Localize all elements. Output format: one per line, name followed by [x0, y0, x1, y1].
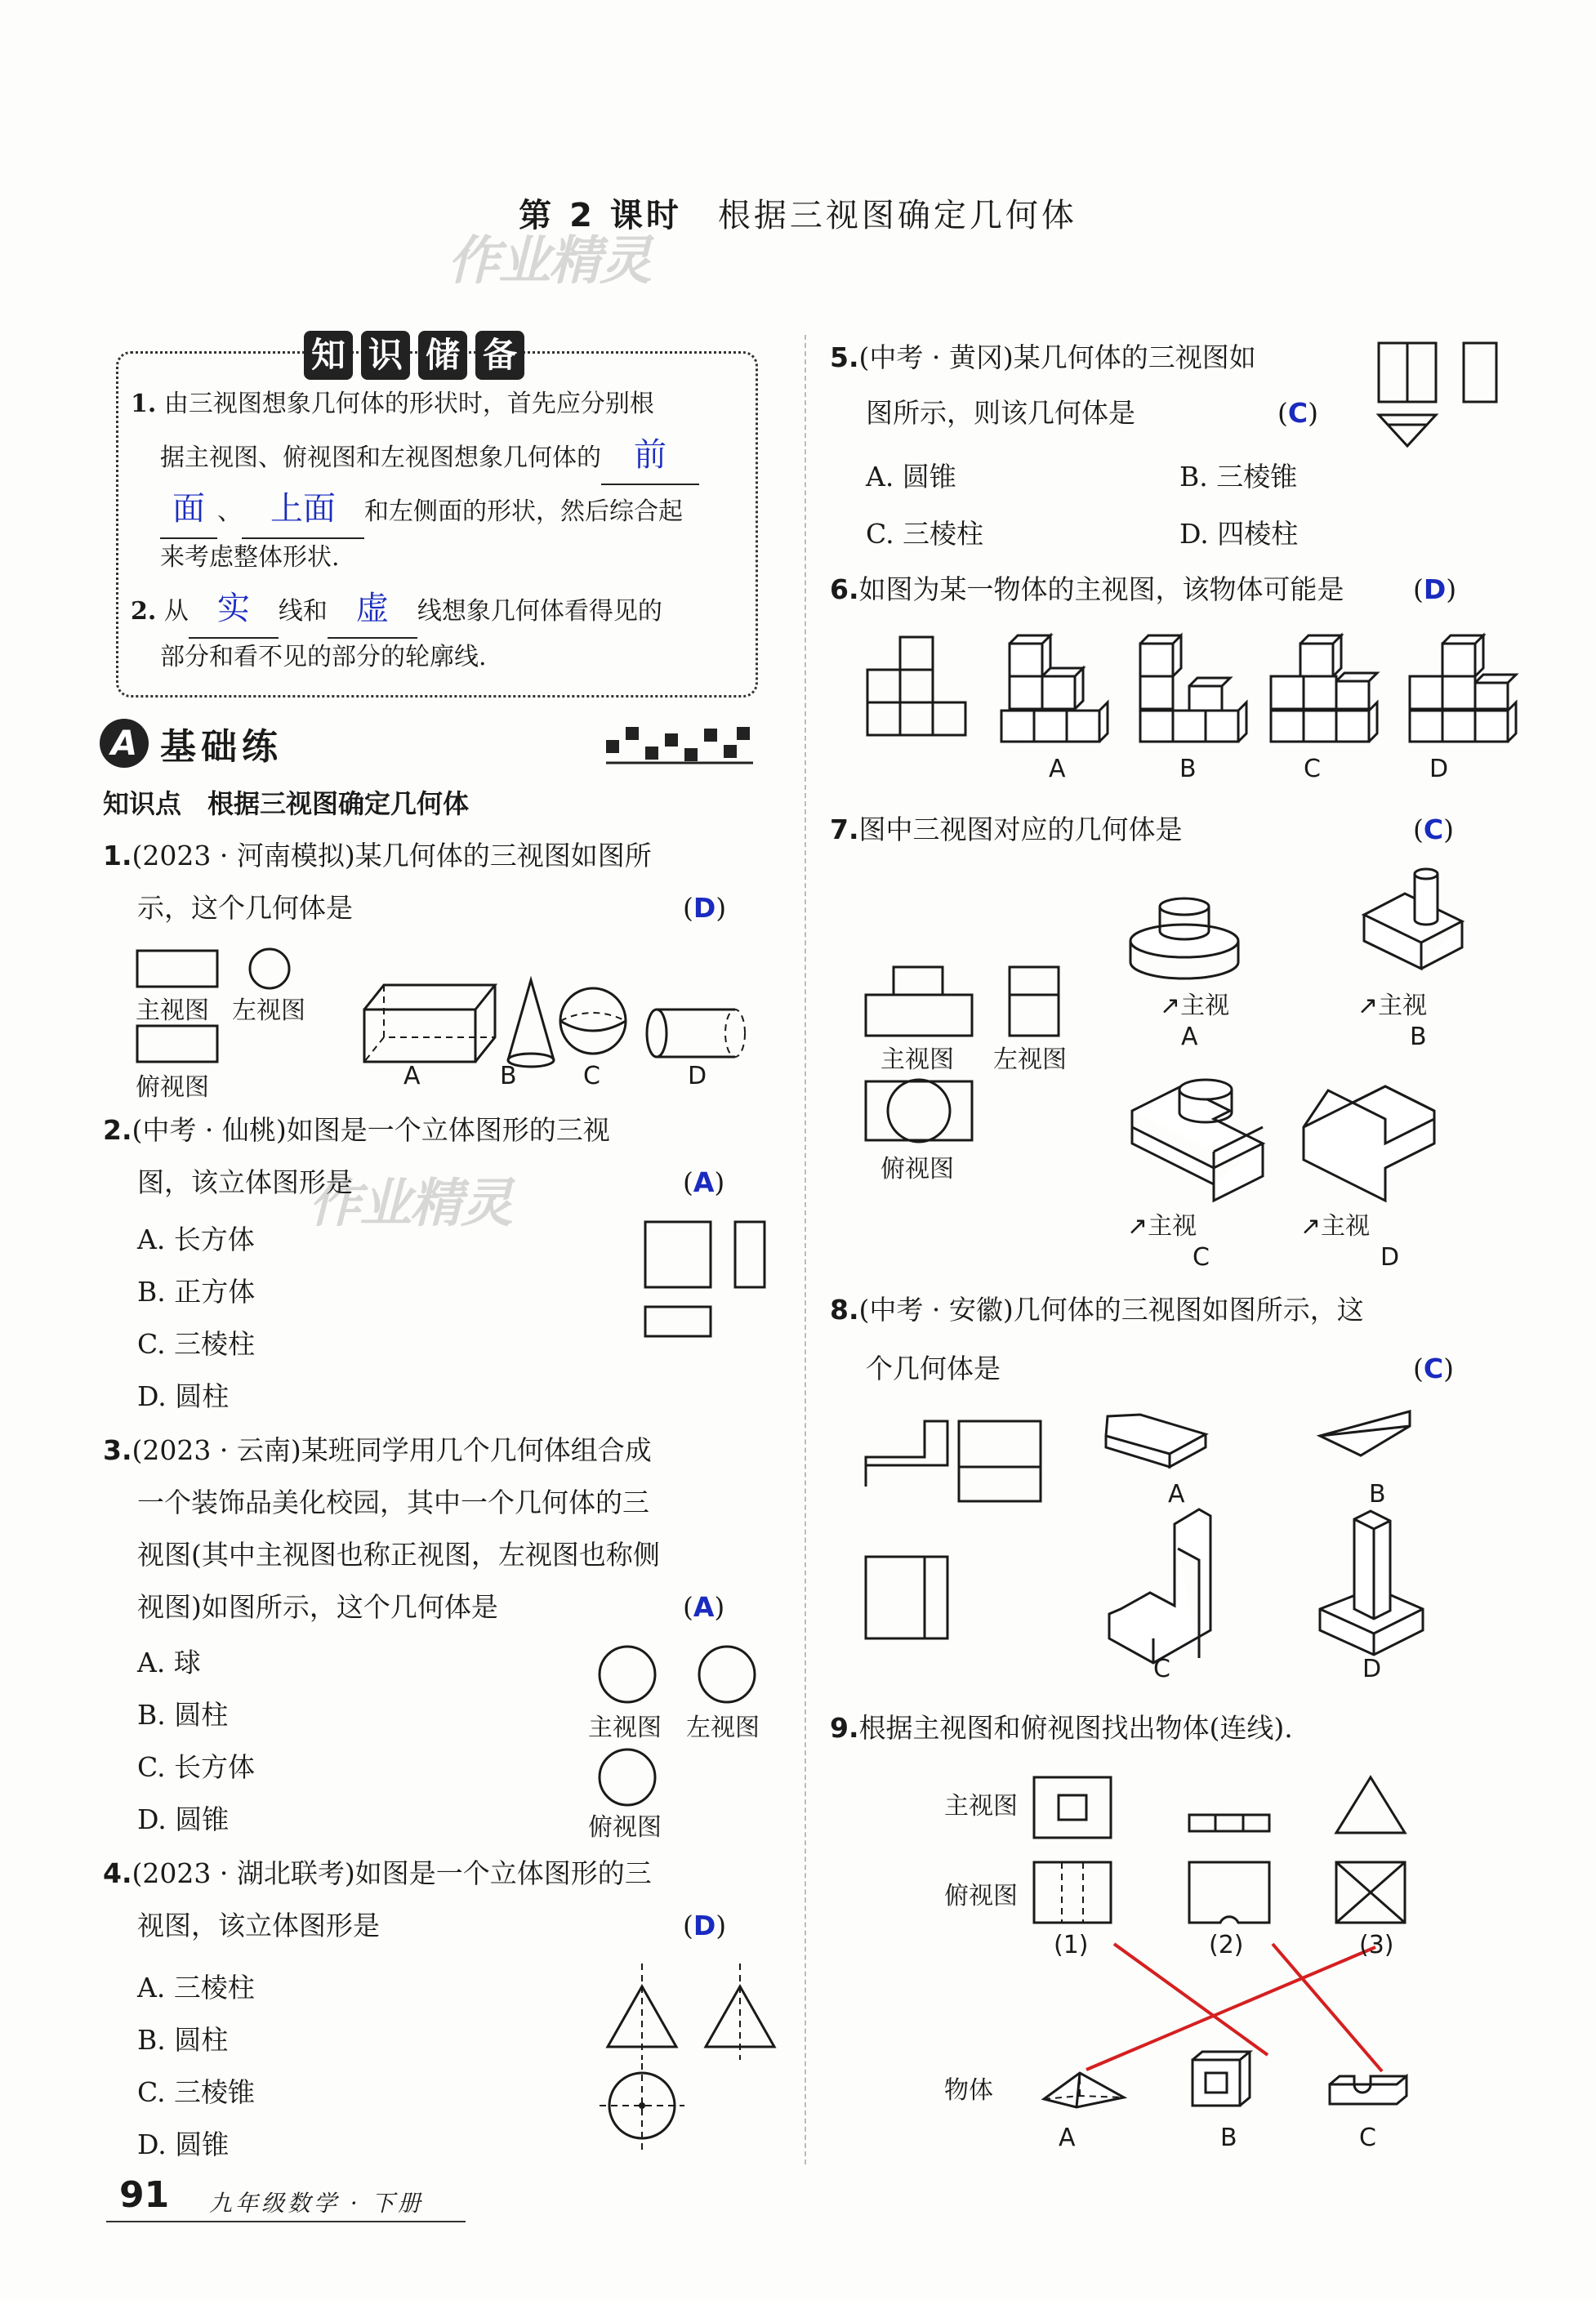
- q7-figure: [863, 866, 1565, 1250]
- section-header: [100, 717, 283, 769]
- q2-option-b: B. 正方体: [137, 1276, 256, 1308]
- q4-option-c: C. 三棱锥: [137, 2076, 256, 2108]
- q9-label-a: A: [1059, 2124, 1076, 2152]
- heading-char-2: 识: [361, 331, 410, 380]
- q5-option-d: D. 四棱柱: [1179, 518, 1299, 550]
- answer-top: 上面: [270, 490, 336, 528]
- q9-text: 9.根据主视图和俯视图找出物体(连线).: [830, 1712, 1293, 1744]
- q1-answer: (D): [683, 892, 727, 924]
- q5-text-b: 图所示，则该几何体是: [866, 397, 1135, 429]
- q3-answer: (A): [683, 1591, 725, 1623]
- q2-option-c: C. 三棱柱: [137, 1328, 256, 1360]
- q3-text-d: 视图)如图所示，这个几何体是: [137, 1591, 498, 1623]
- q6-label-b: B: [1179, 755, 1197, 783]
- q6-text: 6.如图为某一物体的主视图，该物体可能是: [830, 573, 1344, 605]
- q3-option-b: B. 圆柱: [137, 1699, 229, 1731]
- q6-figure: [863, 629, 1565, 751]
- q3-text-b: 一个装饰品美化校园，其中一个几何体的三: [137, 1487, 649, 1518]
- q5-option-a: A. 圆锥: [866, 461, 956, 493]
- q7-zhu-d: ↗主视: [1300, 1212, 1371, 1241]
- q1-label-a: A: [403, 1062, 421, 1090]
- q3-option-a: A. 球: [137, 1647, 201, 1678]
- q4-text-a: 4.(2023 · 湖北联考)如图是一个立体图形的三: [103, 1857, 652, 1889]
- checker-pattern: [606, 724, 753, 764]
- q9-figure: [1026, 1764, 1451, 2156]
- q6-answer: (D): [1413, 573, 1457, 605]
- q8-label-c: C: [1153, 1655, 1170, 1683]
- knowledge-p1-line3: 面 、 上面 和左侧面的形状，然后综合起: [160, 484, 683, 539]
- q9-label-3: (3): [1359, 1931, 1394, 1959]
- q2-text-a: 2.(中考 · 仙桃)如图是一个立体图形的三视: [103, 1114, 610, 1146]
- q3-left-label: 左视图: [686, 1714, 760, 1742]
- watermark: 作业精灵: [448, 231, 650, 292]
- q4-answer: (D): [683, 1910, 727, 1941]
- q4-option-b: B. 圆柱: [137, 2024, 229, 2056]
- knowledge-p2-line1: 2. 从 实 线和 虚 线想象几何体看得见的: [131, 583, 662, 639]
- q3-option-c: C. 长方体: [137, 1751, 256, 1783]
- heading-char-4: 备: [475, 331, 524, 380]
- q2-option-d: D. 圆柱: [137, 1380, 230, 1412]
- q4-option-d: D. 圆锥: [137, 2128, 230, 2160]
- page-number: 91: [119, 2174, 170, 2216]
- q1-figure: [131, 939, 768, 1103]
- section-letter: A: [100, 719, 149, 768]
- lesson-number: 第 2 课时: [519, 197, 682, 234]
- q6-label-c: C: [1304, 755, 1321, 783]
- q5-text-a: 5.(中考 · 黄冈)某几何体的三视图如: [830, 341, 1256, 373]
- q1-label-d: D: [688, 1062, 707, 1090]
- q9-label-1: (1): [1054, 1931, 1089, 1959]
- q7-left-label: 左视图: [993, 1045, 1067, 1074]
- q8-label-d: D: [1362, 1655, 1382, 1683]
- q8-text-b: 个几何体是: [866, 1353, 1001, 1384]
- q7-label-b: B: [1410, 1023, 1427, 1051]
- heading-char-3: 储: [418, 331, 467, 380]
- q3-text-a: 3.(2023 · 云南)某班同学用几个几何体组合成: [103, 1434, 652, 1466]
- q7-label-d: D: [1380, 1243, 1400, 1272]
- q7-zhu-a: ↗主视: [1160, 992, 1230, 1020]
- knowledge-p1-line1: 1. 由三视图想象几何体的形状时，首先应分别根: [131, 390, 654, 418]
- q8-label-b: B: [1369, 1480, 1386, 1509]
- q3-top-label: 俯视图: [588, 1813, 662, 1842]
- knowledge-p1-line2: 据主视图、俯视图和左视图想象几何体的 前: [160, 430, 699, 485]
- answer-front: 前: [634, 436, 666, 474]
- q4-figure: [585, 1960, 789, 2156]
- q8-text-a: 8.(中考 · 安徽)几何体的三视图如图所示，这: [830, 1294, 1364, 1326]
- knowledge-point: 知识点 根据三视图确定几何体: [103, 788, 470, 819]
- q1-front-label: 主视图: [136, 996, 209, 1025]
- knowledge-p2-line2: 部分和看不见的部分的轮廓线.: [160, 643, 487, 671]
- q1-top-label: 俯视图: [136, 1073, 209, 1102]
- q7-front-label: 主视图: [880, 1045, 954, 1074]
- q4-option-a: A. 三棱柱: [137, 1972, 255, 2004]
- heading-char-1: 知: [304, 331, 353, 380]
- q1-text-a: 1.(2023 · 河南模拟)某几何体的三视图如图所: [103, 840, 652, 871]
- q3-text-c: 视图(其中主视图也称正视图，左视图也称侧: [137, 1539, 660, 1571]
- q1-label-c: C: [583, 1062, 600, 1090]
- q9-label-2: (2): [1209, 1931, 1244, 1959]
- q7-label-c: C: [1193, 1243, 1210, 1272]
- page-title: [0, 189, 1596, 236]
- book-title: 九年级数学 · 下册: [209, 2190, 424, 2217]
- q1-label-b: B: [500, 1062, 517, 1090]
- watermark-2: 作业精灵: [309, 1174, 511, 1234]
- q7-answer: (C): [1413, 813, 1454, 845]
- knowledge-heading: [304, 331, 524, 380]
- q7-zhu-b: ↗主视: [1357, 992, 1428, 1020]
- q6-label-a: A: [1049, 755, 1066, 783]
- q5-answer: (C): [1277, 397, 1318, 429]
- q8-answer: (C): [1413, 1353, 1454, 1384]
- q4-text-b: 视图，该立体图形是: [137, 1910, 380, 1941]
- q2-answer: (A): [683, 1166, 725, 1198]
- q9-top-label: 俯视图: [944, 1882, 1018, 1910]
- q5-option-b: B. 三棱锥: [1179, 461, 1298, 493]
- footer-rule: [106, 2218, 466, 2226]
- q3-option-d: D. 圆锥: [137, 1803, 230, 1835]
- q7-label-a: A: [1181, 1023, 1198, 1051]
- q5-option-c: C. 三棱柱: [866, 518, 984, 550]
- q8-figure: [863, 1405, 1565, 1666]
- q5-figure: [1372, 340, 1511, 454]
- lesson-title: 根据三视图确定几何体: [717, 197, 1077, 234]
- q9-label-b: B: [1220, 2124, 1237, 2152]
- knowledge-p1-line4: 来考虑整体形状.: [160, 543, 340, 572]
- q1-text-b: 示，这个几何体是: [137, 892, 353, 924]
- q6-label-d: D: [1429, 755, 1449, 783]
- q7-top-label: 俯视图: [880, 1155, 954, 1183]
- answer-solid: 实: [216, 590, 250, 627]
- q1-left-label: 左视图: [232, 996, 305, 1025]
- q8-label-a: A: [1168, 1480, 1185, 1509]
- answer-dashed: 虚: [355, 590, 389, 627]
- q2-figure: [637, 1217, 776, 1339]
- q2-option-a: A. 长方体: [137, 1224, 255, 1255]
- q9-front-label: 主视图: [944, 1792, 1018, 1821]
- q7-zhu-c: ↗主视: [1127, 1212, 1197, 1241]
- section-title: 基础练: [160, 726, 283, 768]
- column-divider: [805, 335, 806, 2164]
- q7-text: 7.图中三视图对应的几何体是: [830, 813, 1183, 845]
- q9-object-label: 物体: [944, 2076, 993, 2105]
- q9-label-c: C: [1359, 2124, 1376, 2152]
- q3-front-label: 主视图: [588, 1714, 662, 1742]
- q2-text-b: 图，该立体图形是: [137, 1166, 353, 1198]
